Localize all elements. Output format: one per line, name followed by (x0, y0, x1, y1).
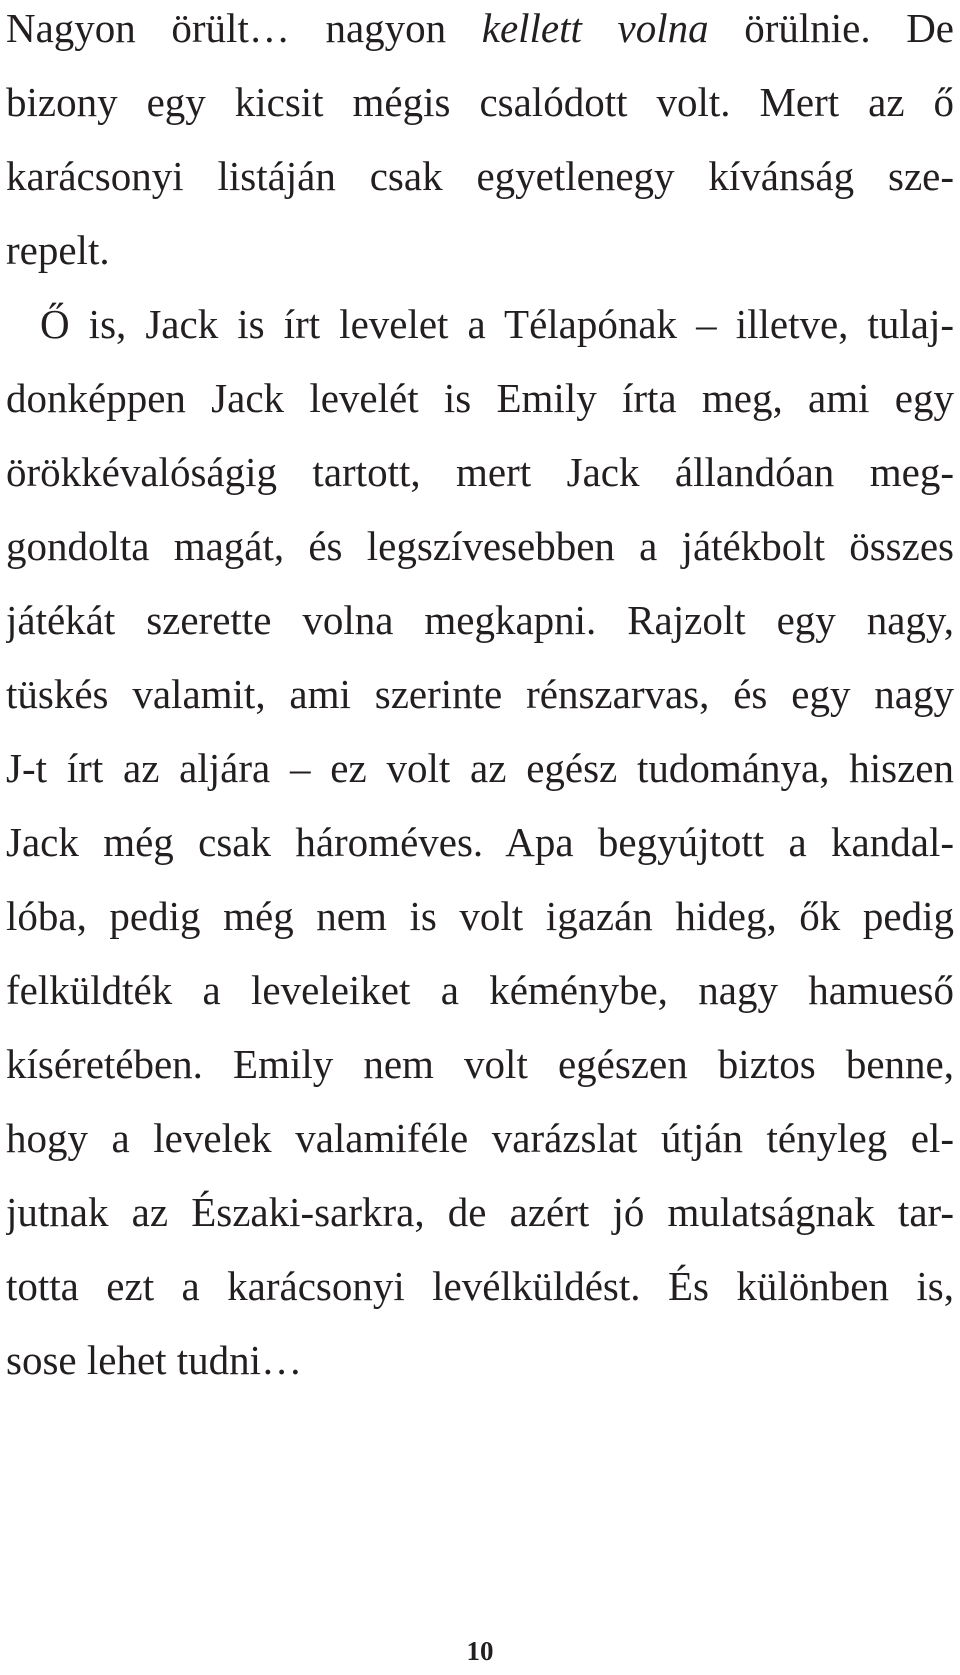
text-line: lóba, pedig még nem is volt igazán hideg, ők pedig (6, 893, 954, 939)
text-line: sose lehet tudni… (6, 1337, 303, 1383)
text-line (6, 0, 954, 56)
text-line: karácsonyi listáján csak egyetlenegy kívánság sze- (6, 153, 954, 199)
text-line: hogy a levelek valamiféle varázslat útján tényleg el- (6, 1115, 954, 1161)
text-line: örökkévalóságig tartott, mert Jack állandóan meg- (6, 449, 954, 495)
text-line: Jack még csak hároméves. Apa begyújtott a kandal- (6, 819, 954, 865)
text-line: totta ezt a karácsonyi levélküldést. És különben is, (6, 1263, 954, 1309)
text-segment: örülnie. De (708, 5, 954, 51)
page-number: 10 (466, 1636, 494, 1666)
text-line: Ő is, Jack is írt levelet a Télapónak – illetve, tulaj- (40, 301, 954, 347)
text-line: donképpen Jack levelét is Emily írta meg, ami egy (6, 375, 954, 421)
text-line: kíséretében. Emily nem volt egészen biztos benne, (6, 1041, 954, 1087)
text-line: gondolta magát, és legszívesebben a játékbolt összes (6, 523, 954, 569)
text-line: bizony egy kicsit mégis csalódott volt. Mert az ő (6, 79, 954, 125)
text-segment: Nagyon örült… nagyon (6, 5, 482, 51)
text-line: tüskés valamit, ami szerinte rénszarvas, és egy nagy (6, 671, 954, 717)
text-line: J-t írt az aljára – ez volt az egész tudománya, hiszen (6, 745, 954, 791)
text-line: játékát szerette volna megkapni. Rajzolt egy nagy, (6, 597, 954, 643)
text-line: felküldték a leveleiket a kéménybe, nagy hamueső (6, 967, 954, 1013)
text-line: repelt. (6, 227, 110, 273)
italic-text: kellett volna (481, 5, 709, 51)
text-line: jutnak az Északi-sarkra, de azért jó mulatságnak tar- (6, 1189, 954, 1235)
